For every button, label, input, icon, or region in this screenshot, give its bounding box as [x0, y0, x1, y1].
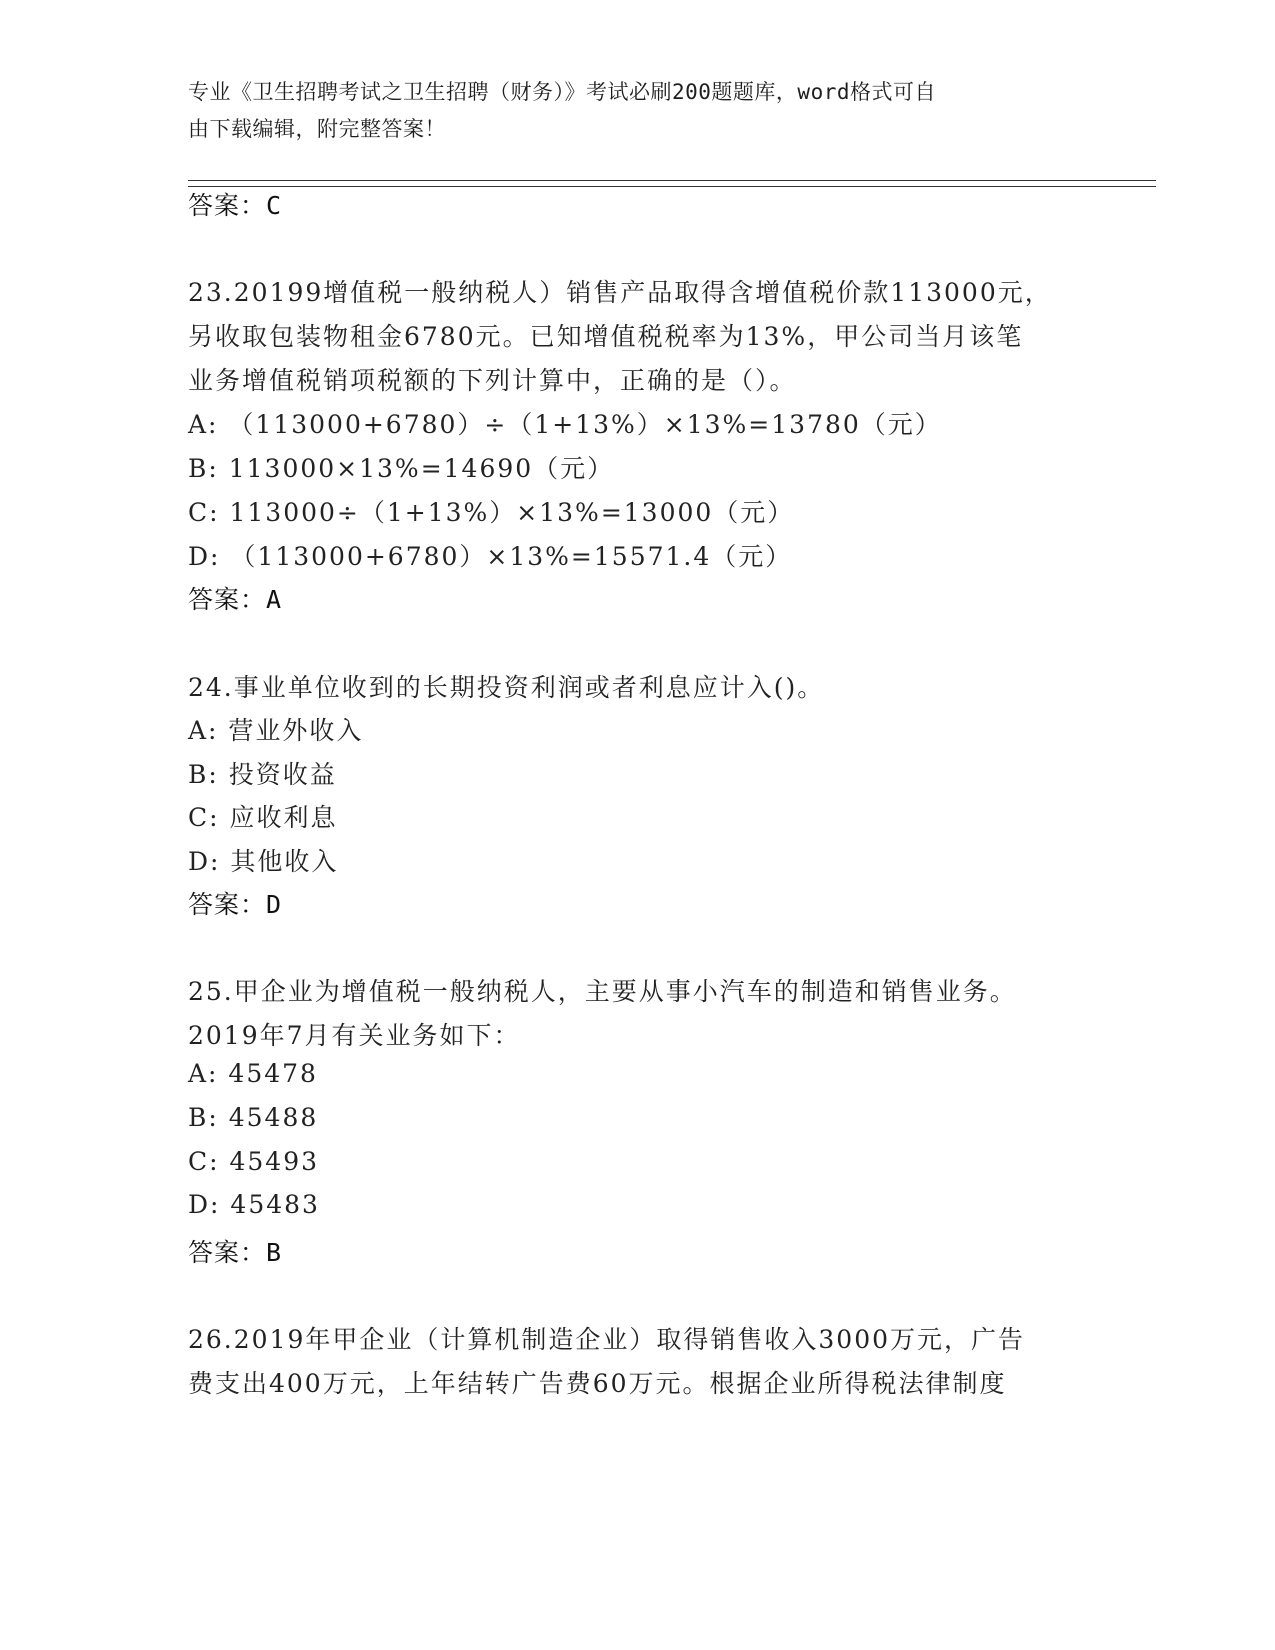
q25-answer: 答案：B [188, 1238, 283, 1267]
q26-text-line-2: 费支出400万元，上年结转广告费60万元。根据企业所得税法律制度 [188, 1369, 1007, 1398]
q23-option-c: C: 113000÷（1+13%）×13%=13000（元） [188, 498, 795, 527]
q25-option-b: B: 45488 [188, 1103, 319, 1132]
q23-option-a: A: （113000+6780）÷（1+13%）×13%=13780（元） [188, 410, 942, 439]
header-line-2: 由下载编辑，附完整答案！ [188, 117, 446, 141]
header-line-1: 专业《卫生招聘考试之卫生招聘（财务）》考试必刷200题题库，word格式可自 [188, 80, 936, 104]
q25-option-a: A: 45478 [188, 1059, 318, 1088]
header-rule-bottom [188, 186, 1156, 187]
q26-text-line-1: 26.2019年甲企业（计算机制造企业）取得销售收入3000万元，广告 [188, 1325, 1026, 1354]
q23-text-line-2: 另收取包装物租金6780元。已知增值税税率为13%，甲公司当月该笔 [188, 322, 1024, 351]
q24-option-b: B: 投资收益 [188, 760, 337, 789]
q25-option-d: D: 45483 [188, 1190, 320, 1219]
q24-answer: 答案：D [188, 890, 283, 919]
q23-text-line-3: 业务增值税销项税额的下列计算中，正确的是（）。 [188, 366, 797, 395]
document-header [188, 74, 1068, 148]
q24-option-c: C: 应收利息 [188, 803, 338, 832]
q25-option-c: C: 45493 [188, 1147, 320, 1176]
header-rule-top [188, 180, 1156, 181]
answer-previous: 答案：C [188, 191, 283, 220]
q25-text-line-1: 25.甲企业为增值税一般纳税人，主要从事小汽车的制造和销售业务。 [188, 977, 1017, 1006]
q23-text-line-1: 23.20199增值税一般纳税人）销售产品取得含增值税价款113000元， [188, 278, 1052, 307]
q24-option-a: A: 营业外收入 [188, 716, 364, 745]
q23-answer: 答案：A [188, 585, 283, 614]
q25-text-line-2: 2019年7月有关业务如下： [188, 1021, 521, 1050]
q23-option-b: B: 113000×13%=14690（元） [188, 454, 615, 483]
q24-text-line-1: 24.事业单位收到的长期投资利润或者利息应计入()。 [188, 673, 825, 702]
q24-option-d: D: 其他收入 [188, 847, 339, 876]
q23-option-d: D: （113000+6780）×13%=15571.4（元） [188, 542, 793, 571]
